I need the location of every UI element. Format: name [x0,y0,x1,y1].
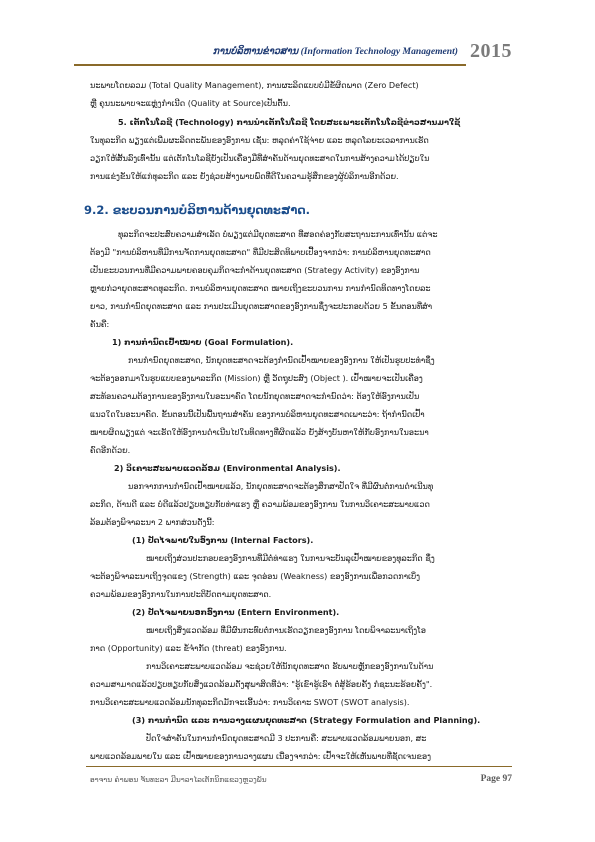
subheading-goal-formulation: 1) ການກຳນົດເປົ້າໝາຍ (Goal Formulation). [112,337,294,347]
paragraph-line: ຍາວ, ການກຳນົດຍຸດທະສາດ ແລະ ການປະເມີນຍຸດທະສາດຂອງອົງການຊຶ່ງຈະປະກອບດ້ວຍ 5 ຂັ້ນຕອນທີ່ສຳ [90,301,433,311]
paragraph-line: ເປັນຂະບວນການທີ່ມີຄວາມພາຍຄອບຄຸມກິດຈະກຳດ້ານຍຸດທະສາດ (Strategy Activity) ຂອງອົງການ [90,265,420,275]
paragraph-line: ໃນທຸລະກິດ ພຽງແຕ່ເພີ່ມຜະລິດຕະພັນຂອງອົງການ ເຊັ່ນ: ຫລຸດຄ່າໃຊ້ຈ່າຍ ແລະ ຫລຸດໂລຍະເວລາການເຮັດ [90,135,429,145]
paragraph-line: ລ້ອມຕ້ອງພິຈາລະນາ 2 ພາກສ່ວນດັ່ງນີ້: [90,517,215,527]
paragraph-line: ກາດ (Opportunity) ແລະ ຂໍ້ຈຳກັດ (threat) ຂອງອົງການ. [90,643,287,653]
paragraph-line: ໝາຍເຖິງສິ່ງແວດລ້ອມ ທີ່ມີຜົນກະທົບຕໍ່ການເຮັດວຽກຂອງອົງການ ໂດຍພິຈາລະນາເຖິງໂອ [146,625,427,635]
paragraph-line: ຄວາມພ້ອມຂອງອົງການໃນການປະຕິບັດຕາມຍຸດທະສາດ. [90,589,272,599]
paragraph-line: ຫຼື ຄຸນນະພາບຈະແຫຼ່ງກຳເນີດ (Quality at Source)ເປັນຕົ້ນ. [90,98,291,108]
paragraph-line: ນະພາບໂດຍລວມ (Total Quality Management), ການຜະລິດແບບບໍ່ມີຂໍ້ຜິດພາດ (Zero Defect) [90,80,419,90]
paragraph-line: ພາບແວດລ້ອມພາຍໃນ ແລະ ເປົ້າໝາຍຂອງການວາງແຜນ ເນື່ອງຈາກວ່າ: ເປົ້າຈະໃຫ້ເຫັນພາບທີ່ຊັດເຈນຂອງ [90,751,431,761]
subheading-external-factors: (2) ປັດໄຈພາຍນອກອົງການ (Entern Environment). [132,607,340,617]
header-title: ການບໍລິຫານຂ່າວສານ (Information Technology Management) [212,46,458,57]
paragraph-line: ໝາຍເຖິງສ່ວນປະກອບຂອງອົງການທີ່ມີຕໍ່ທ່າແຮງ ໃນການຈະບັນລຸເປົ້າໝາຍຂອງທຸລະກິດ ຊຶ່ງ [146,553,435,563]
subheading-internal-factors: (1) ປັດໄຈພາຍໃນອົງການ (Internal Factors). [132,535,314,545]
paragraph-line: ນອກຈາກການກຳນົດເປົ້າໝາຍແລ້ວ, ນັກຍຸດທະສາດຈະຕ້ອງສຶກສາປັດໃຈ ທີ່ມີຜົນຕໍ່ການດຳເນີນທຸ [128,481,434,491]
paragraph-line: ຫຼາຍກ່ວາຍຸດທະສາດທຸລະກິດ. ການບໍລິຫານຍຸດທະສາດ ໝາຍເຖິງຂະບວນການ ການກຳນົດທິດທາງໂດຍລະ [90,283,431,293]
section-heading: 9.2. ຂະບວນການບໍລິຫານດ້ານຍຸດທະສາດ. [84,203,310,217]
paragraph-line: ທຸລະກິດຈະປະສົບຄວາມສຳເລັດ ບໍ່ພຽງແຕ່ມີຍຸດທະສາດ ທີ່ສອດຄ່ອງກັບສະຖານະການເທົ່ານັ້ນ ແຕ່ຈະ [118,229,438,239]
paragraph-line: ໝາຍຜິດພຽງແຕ່ ຈະເຮັດໃຫ້ອົງການດຳເນີນໄປໃນທິດທາງທີ່ຜິດແລ້ວ ຍັງສ້າງບັນຫາໃຫ້ກັບອົງການໃນອະນາ [90,427,429,437]
header-rule [74,64,466,66]
paragraph-line: ຕ້ອງມີ "ການບໍລິຫານທີ່ມີການຈັດການຍຸດທະສາດ" ທີ່ມີປະສິດທິພາບເປື້ອງຈາກວ່າ: ການບໍລິຫານຍຸດທະສາດ [90,247,431,257]
paragraph-line: ການວິເຄາະສະພາບແວດລ້ອມນັກທຸລະກິດມັກຈະເອີ້ນວ່າ: ການວິເຄາະ SWOT (SWOT analysis). [90,697,410,707]
paragraph-line: ຄົດອີກດ້ວຍ. [90,445,131,455]
paragraph-line: ການວິເຄາະສະພາບແວດລ້ອມ ຈະຊ່ວຍໃຫ້ນັກຍຸດທະສາດ ຮັບພາບຫຼັກຂອງອົງການໃນດ້ານ [146,661,434,671]
paragraph-line: ລະກິດ, ດ້ານດີ ແລະ ບໍ່ດີແລ້ວປຽບທຽບກັບທ່າແຮງ ຫຼື ຄວາມພ້ອມຂອງອົງການ ໃນການວິເຄາະສະພາບແວດ [90,499,430,509]
paragraph-line: ຄັນຄື: [90,319,110,329]
footer-authors: ອາຈານ ຄຳພອນ ຈັນທະລາ ມີນາລາໄລເຕັກນິກແຂວງຫຼວງພັນ [90,775,267,784]
paragraph-line: ແນວໃດໃນອະນາຄົດ. ຂັ້ນຕອນນີ້ເປັນພື້ນຖານສຳຄັນ ຂອງການບໍລິຫານຍຸດທະສາດເພາະວ່າ: ຖ້າກຳນົດເປົ້າ [90,409,425,419]
subheading-strategy-formulation: (3) ການກຳນົດ ແລະ ການວາງແຜນຍຸດທະສາດ (Strategy Formulation and Planning). [132,715,481,725]
paragraph-line: ຈະຕ້ອງພິຈາລະນາເຖິງຈຸດແຂງ (Strength) ແລະ ຈຸດອ່ອນ (Weakness) ຂອງອົງການເພື່ອກວດກາເບິ່ງ [90,571,421,581]
header-year: 2015 [470,40,512,62]
paragraph-line: ສະທ້ອນຄວາມຕ້ອງການຂອງອົງການໃນອະນາຄົດ ໂດຍນັກຍຸດທະສາດຈະກຳນົດວ່າ: ຕ້ອງໃຫ້ອົງການເປັນ [90,391,420,401]
paragraph-line: ປັດໃຈສຳຄັນໃນການກຳນົດຍຸດທະສາດມີ 3 ປະການຄື: ສະພາບແວດລ້ອມພາຍນອກ, ສະ [146,733,427,743]
page-number: Page 97 [480,774,512,784]
paragraph-line: ຄວາມສາມາດແລ້ວປຽບທຽບກັບສິ່ງແວດລ້ອມດັ່ງສຸພາສິດທີ່ວ່າ: "ຮູ້ເຂົາຮູ້ເຮົາ ຕໍ່ສູ້ຮ້ອຍຄັ້ງ ກໍຊະນະຮ້ອຍຄັ້ງ". [90,679,433,689]
paragraph-line: ການແຂ່ງຂັນໃຫ້ແກ່ທຸລະກິດ ແລະ ຍັງຊ່ວຍສ້າງພາບພົດທີ່ດີໃນຄວາມຮູ້ສຶກຂອງຜູ້ບໍລິການອີກດ້ວຍ. [90,171,399,181]
subheading-environmental-analysis: 2) ວິເຄາະສະພາບແວດລ້ອມ (Environmental Analysis). [114,463,341,473]
paragraph-line: ຈະຕ້ອງອອກມາໃນຮູບແບບຂອງພາລະກິດ (Mission) ຫຼື ວັດຖຸປະສົງ (Object ). ເປົ້າໝາຍຈະເປັນເຄື່ອງ [90,373,423,383]
paragraph-line: ການກຳນົດຍຸດທະສາດ, ນັກຍຸດທະສາດຈະຕ້ອງກຳນົດເປົ້າໝາຍຂອງອົງການ ໃຫ້ເປັນຮູບປະທຳຊຶ່ງ [128,355,435,365]
footer-rule [86,766,512,767]
item-heading-technology: 5. ເຕັກໂນໂລຊີ (Technology) ການນຳເຕັກໂນໂລຊີ ໂດຍສະເພາະເຕັກໂນໂລຊີຂ່າວສານມາໃຊ້ [118,117,461,127]
paragraph-line: ວຽກໃຫ້ສັ້ນລົງເທົ່ານັ້ນ ແຕ່ເຕັກໂນໂລຊີຍັງເປັນເຄື່ອງມືທີ່ສຳຄັນດ້ານຍຸດທະສາດໃນການສ້າງຄວາມໄດ້ປຽບໃນ [90,153,430,163]
